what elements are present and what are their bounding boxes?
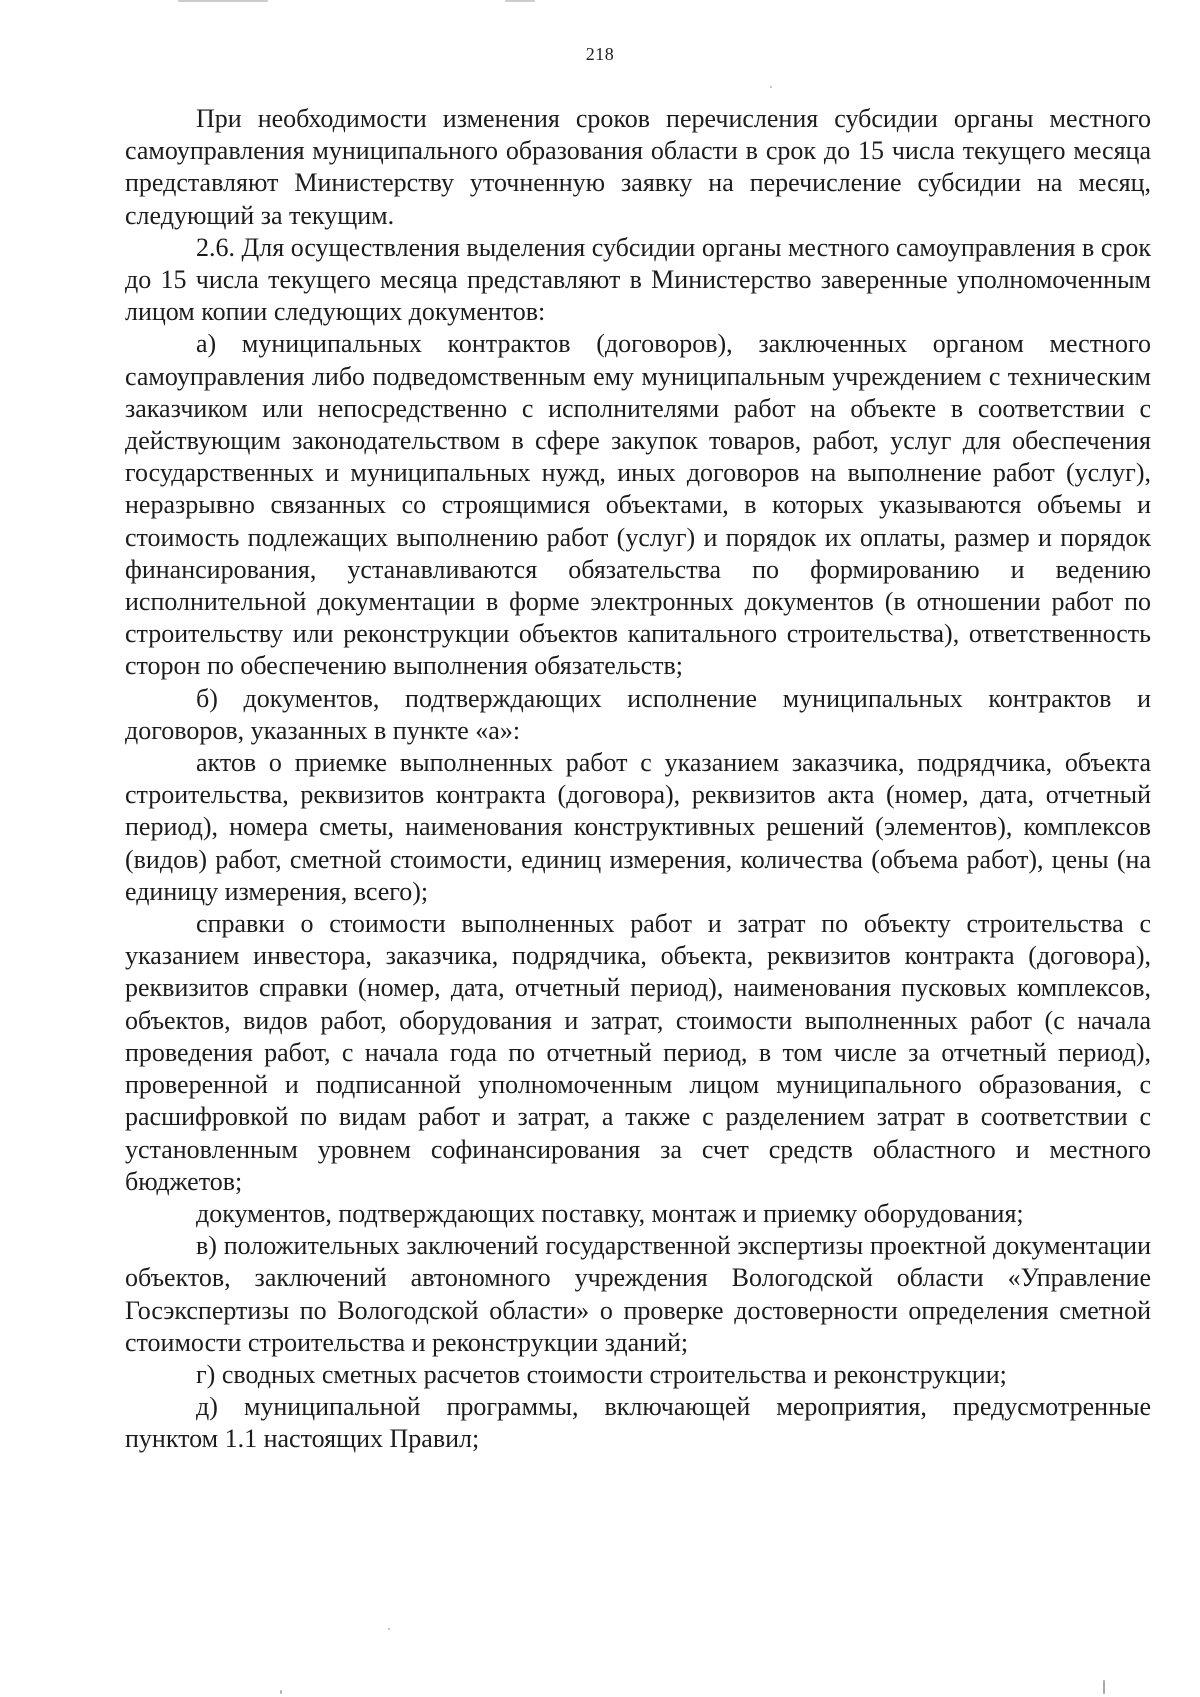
scan-speck [178,0,268,2]
paragraph-item-d: д) муниципальной программы, включающей мероприятия, предусмотренные пунктом 1.1 настоящих Правил; [125,1392,1151,1454]
paragraph-2-6: 2.6. Для осуществления выделения субсидии органы местного самоуправления в срок до 15 числа текущего месяца представляют в Министерство заверенные уполномоченным лицом копии следующих документов: [125,232,1151,327]
scan-speck [280,1690,282,1694]
paragraph-acceptance-acts: актов о приемке выполненных работ с указанием заказчика, подрядчика, объекта строительства, реквизитов контракта (договора), реквизитов акта (номер, дата, отчетный период), номера сметы, наименования конструктивных решений (элементов), комплексов (видов) работ, сметной стоимости, единиц измерения, количества (объема работ), цены (на единицу измерения, всего); [125,748,1151,906]
paragraph-item-g: г) сводных сметных расчетов стоимости строительства и реконструкции; [196,1359,1007,1389]
page-number: 218 [585,44,615,64]
paragraph-item-a: а) муниципальных контрактов (договоров), заключенных органом местного самоуправления либо подведомственным ему муниципальным учреждением с техническим заказчиком или непосредственно с исполнителями работ на объекте в соответствии с действующим законодательством в сфере закупок товаров, работ, услуг для обеспечения государственных и муниципальных нужд, иных договоров на выполнение работ (услуг), неразрывно связанных со строящимися объектами, в которых указываются объемы и стоимость подлежащих выполнению работ (услуг) и порядок их оплаты, размер и порядок финансирования, устанавливаются обязательства по формированию и ведению исполнительной документации в форме электронных документов (в отношении работ по строительству или реконструкции объектов капитального строительства), ответственность сторон по обеспечению выполнения обязательств; [125,329,1151,681]
scan-speck [388,1628,390,1630]
paragraph-subsidy-schedule-change: При необходимости изменения сроков перечисления субсидии органы местного самоуправления муниципального образования области в срок до 15 числа текущего месяца представляют Министерству уточненную заявку на перечисление субсидии на месяц, следующий за текущим. [125,104,1151,230]
scan-speck [505,0,535,2]
scan-speck [770,86,772,88]
paragraph-item-b: б) документов, подтверждающих исполнение муниципальных контрактов и договоров, указанных в пункте «а»: [125,683,1151,745]
scan-speck [1103,1680,1105,1694]
paragraph-equipment-documents: документов, подтверждающих поставку, монтаж и приемку оборудования; [196,1198,1024,1228]
paragraph-item-v: в) положительных заключений государственной экспертизы проектной документации объектов, заключений автономного учреждения Вологодской области «Управление Госэкспертизы по Вологодской области» о проверке достоверности определения сметной стоимости строительства и реконструкции зданий; [125,1231,1151,1357]
document-body [125,103,1151,1456]
paragraph-cost-certificates: справки о стоимости выполненных работ и затрат по объекту строительства с указанием инвестора, заказчика, подрядчика, объекта, реквизитов контракта (договора), реквизитов справки (номер, дата, отчетный период), наименования пусковых комплексов, объектов, видов работ, оборудования и затрат, стоимости выполненных работ (с начала проведения работ, с начала года по отчетный период, в том числе за отчетный период), проверенной и подписанной уполномоченным лицом муниципального образования, с расшифровкой по видам работ и затрат, а также с разделением затрат в соответствии с установленным уровнем софинансирования за счет средств областного и местного бюджетов; [125,909,1151,1196]
